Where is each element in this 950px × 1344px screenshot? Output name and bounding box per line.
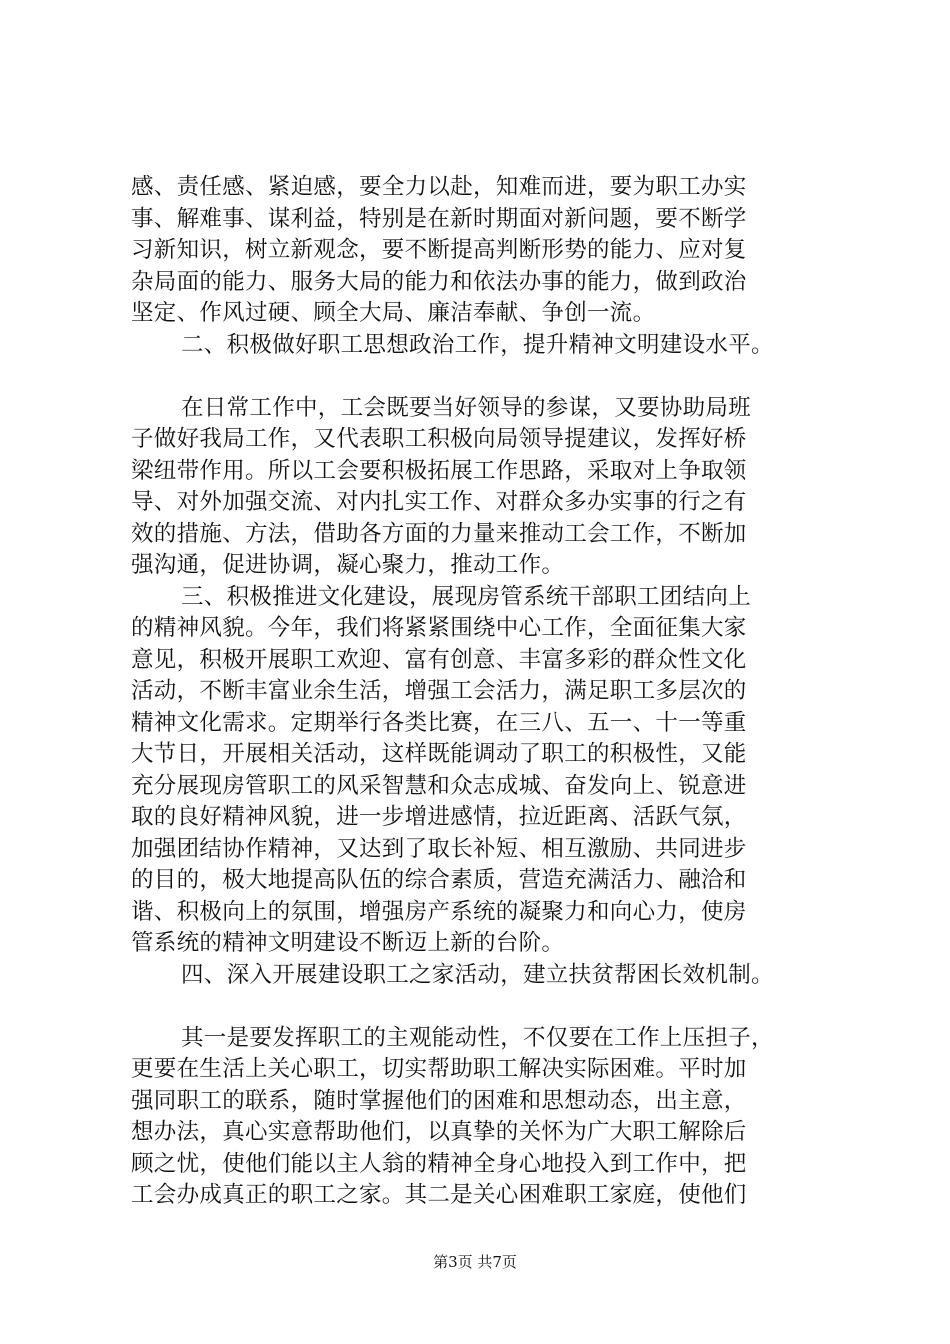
text-line: 加强团结协作精神，又达到了取长补短、相互激励、共同进步 — [131, 835, 747, 862]
section-heading-4: 四、深入开展建设职工之家活动，建立扶贫帮困长效机制。 — [181, 961, 774, 988]
text-line: 意见，积极开展职工欢迎、富有创意、丰富多彩的群众性文化 — [131, 646, 747, 673]
text-line: 习新知识，树立新观念，要不断提高判断形势的能力、应对复 — [131, 237, 747, 263]
paragraph-3 — [131, 582, 831, 960]
text-line: 杂局面的能力、服务大局的能力和依法办事的能力，做到政治 — [131, 268, 747, 295]
section-heading-2: 二、积极做好职工思想政治工作，提升精神文明建设水平。 — [181, 331, 774, 358]
text-line: 在日常工作中，工会既要当好领导的参谋，又要协助局班 — [181, 394, 752, 421]
section-heading-3: 三、积极推进文化建设，展现房管系统干部职工团结向上 — [181, 583, 752, 610]
text-line: 效的措施、方法，借助各方面的力量来推动工会工作，不断加 — [131, 520, 747, 547]
text-line: 工会办成真正的职工之家。其二是关心困难职工家庭，使他们 — [131, 1182, 747, 1208]
text-line: 顾之忧，使他们能以主人翁的精神全身心地投入到工作中，把 — [131, 1150, 747, 1177]
text-line: 的精神风貌。今年，我们将紧紧围绕中心工作，全面征集大家 — [131, 615, 747, 641]
document-body — [131, 172, 831, 1212]
text-line: 坚定、作风过硬、顾全大局、廉洁奉献、争创一流。 — [131, 300, 656, 326]
text-line: 大节日，开展相关活动，这样既能调动了职工的积极性，又能 — [131, 741, 747, 767]
text-line: 更要在生活上关心职工，切实帮助职工解决实际困难。平时加 — [131, 1056, 747, 1082]
page-number-footer: 第3页 共7页 — [433, 1253, 517, 1271]
text-line: 取的良好精神风貌，进一步增进感情，拉近距离、活跃气氛， — [131, 804, 747, 830]
text-line: 强沟通，促进协调，凝心聚力，推动工作。 — [131, 552, 565, 578]
text-line: 感、责任感、紧迫感，要全力以赴，知难而进，要为职工办实 — [131, 174, 747, 200]
paragraph-1 — [131, 172, 831, 330]
text-line: 事、解难事、谋利益，特别是在新时期面对新问题，要不断学 — [131, 205, 747, 232]
blank-line — [131, 991, 831, 1023]
paragraph-4 — [131, 1023, 831, 1212]
text-line: 充分展现房管职工的风采智慧和众志成城、奋发向上、锐意进 — [131, 772, 747, 799]
paragraph-2 — [131, 393, 831, 582]
text-line: 的目的，极大地提高队伍的综合素质，营造充满活力、融洽和 — [131, 867, 747, 893]
text-line: 管系统的精神文明建设不断迈上新的台阶。 — [131, 930, 565, 956]
text-line: 导、对外加强交流、对内扎实工作、对群众多办实事的行之有 — [131, 489, 747, 515]
text-line: 活动，不断丰富业余生活，增强工会活力，满足职工多层次的 — [131, 678, 747, 704]
text-line: 子做好我局工作，又代表职工积极向局领导提建议，发挥好桥 — [131, 426, 747, 452]
text-line: 其一是要发挥职工的主观能动性，不仅要在工作上压担子， — [181, 1024, 774, 1051]
text-line: 想办法，真心实意帮助他们，以真挚的关怀为广大职工解除后 — [131, 1119, 747, 1145]
text-line: 梁纽带作用。所以工会要积极拓展工作思路，采取对上争取领 — [131, 457, 747, 484]
blank-line — [131, 361, 831, 393]
text-line: 强同职工的联系，随时掌握他们的困难和思想动态，出主意， — [131, 1087, 747, 1114]
text-line: 精神文化需求。定期举行各类比赛，在三八、五一、十一等重 — [131, 709, 747, 736]
text-line: 谐、积极向上的氛围，增强房产系统的凝聚力和向心力，使房 — [131, 898, 747, 925]
